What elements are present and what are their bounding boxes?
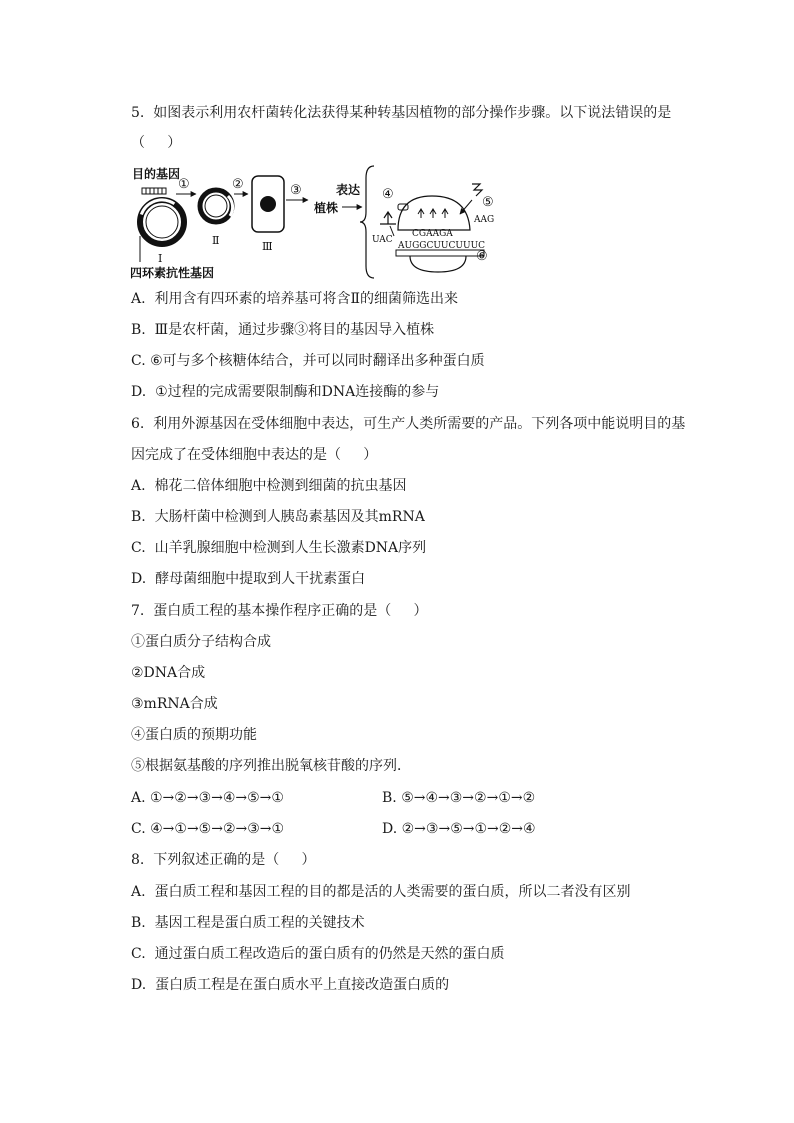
q8-stem: 8. 下列叙述正确的是（ ）	[131, 852, 316, 868]
q7-option-c: C. ④→①→⑤→②→③→①	[131, 821, 285, 837]
q7-item-5: ⑤根据氨基酸的序列推出脱氧核苷酸的序列．	[131, 758, 411, 774]
target-gene-label: 目的基因	[132, 167, 181, 181]
q5-option-c: C. ⑥可与多个核糖体结合，并可以同时翻译出多种蛋白质	[131, 353, 485, 369]
q6-option-d: D. 酵母菌细胞中提取到人干扰素蛋白	[131, 571, 366, 587]
step-5-marker: ⑤	[482, 195, 494, 210]
gene-segment	[142, 188, 166, 194]
q7-option-d: D. ②→③→⑤→①→②→④	[382, 821, 536, 837]
trna-free	[380, 212, 396, 224]
ribosome-large	[398, 196, 470, 230]
q6-stem-line2: 因完成了在受体细胞中表达的是（ ）	[131, 447, 378, 463]
q5-stem-line2: （ ）	[131, 135, 182, 151]
curly-brace	[360, 166, 374, 278]
amino-acid-icon	[472, 184, 482, 196]
label-II: Ⅱ	[212, 234, 220, 247]
step-6-marker: ⑥	[476, 249, 488, 264]
trna-bound	[418, 209, 448, 218]
seq-top: CGAAGA	[412, 229, 453, 239]
step-4-marker: ④	[382, 187, 394, 202]
codon-uac: UAC	[372, 235, 393, 245]
seq-bottom: AUGGCUUCUUUC	[398, 241, 486, 251]
q5-option-b: B. Ⅲ是农杆菌，通过步骤③将目的基因导入植株	[131, 322, 435, 338]
step-3-marker: ③	[290, 183, 302, 198]
express-label: 表达	[336, 183, 361, 197]
q8-option-b: B. 基因工程是蛋白质工程的关键技术	[131, 915, 365, 931]
q7-option-b: B. ⑤→④→③→②→①→②	[382, 790, 536, 806]
q5-figure	[128, 160, 498, 284]
label-I: Ⅰ	[158, 252, 163, 265]
label-III: Ⅲ	[262, 240, 273, 253]
resistance-gene-label: 四环素抗性基因	[130, 266, 215, 280]
codon-aag: AAG	[474, 215, 495, 225]
q8-option-c: C. 通过蛋白质工程改造后的蛋白质有的仍然是天然的蛋白质	[131, 946, 505, 962]
q8-option-d: D. 蛋白质工程是在蛋白质水平上直接改造蛋白质的	[131, 977, 450, 993]
q5-option-d: D. ①过程的完成需要限制酶和DNA连接酶的参与	[131, 384, 440, 400]
q7-item-4: ④蛋白质的预期功能	[131, 727, 257, 743]
q6-option-a: A. 棉花二倍体细胞中检测到细菌的抗虫基因	[131, 478, 407, 494]
q6-option-c: C. 山羊乳腺细胞中检测到人生长激素DNA序列	[131, 540, 427, 556]
ribosome-small	[410, 256, 466, 272]
plasmid-II	[200, 190, 233, 222]
plasmid-I	[134, 194, 190, 250]
q7-item-1: ①蛋白质分子结构合成	[131, 634, 271, 650]
q6-stem-line1: 6. 利用外源基因在受体细胞中表达，可生产人类所需要的产品。下列各项中能说明目的基	[131, 416, 686, 432]
q7-stem: 7. 蛋白质工程的基本操作程序正确的是（ ）	[131, 603, 428, 619]
q5-option-a: A. 利用含有四环素的培养基可将含Ⅱ的细菌筛选出来	[131, 291, 458, 307]
q8-option-a: A. 蛋白质工程和基因工程的目的都是活的人类需要的蛋白质，所以二者没有区别	[131, 884, 631, 900]
q7-item-2: ②DNA合成	[131, 665, 206, 681]
step-1-marker: ①	[178, 177, 190, 192]
q5-stem-line1: 5. 如图表示利用农杆菌转化法获得某种转基因植物的部分操作步骤。以下说法错误的是	[131, 105, 672, 121]
q7-option-a: A. ①→②→③→④→⑤→①	[131, 790, 284, 806]
cell-nucleus	[260, 196, 276, 212]
q6-option-b: B. 大肠杆菌中检测到人胰岛素基因及其mRNA	[131, 509, 425, 525]
plant-label: 植株	[314, 201, 339, 215]
step-2-marker: ②	[232, 177, 244, 192]
q7-item-3: ③mRNA合成	[131, 696, 218, 712]
